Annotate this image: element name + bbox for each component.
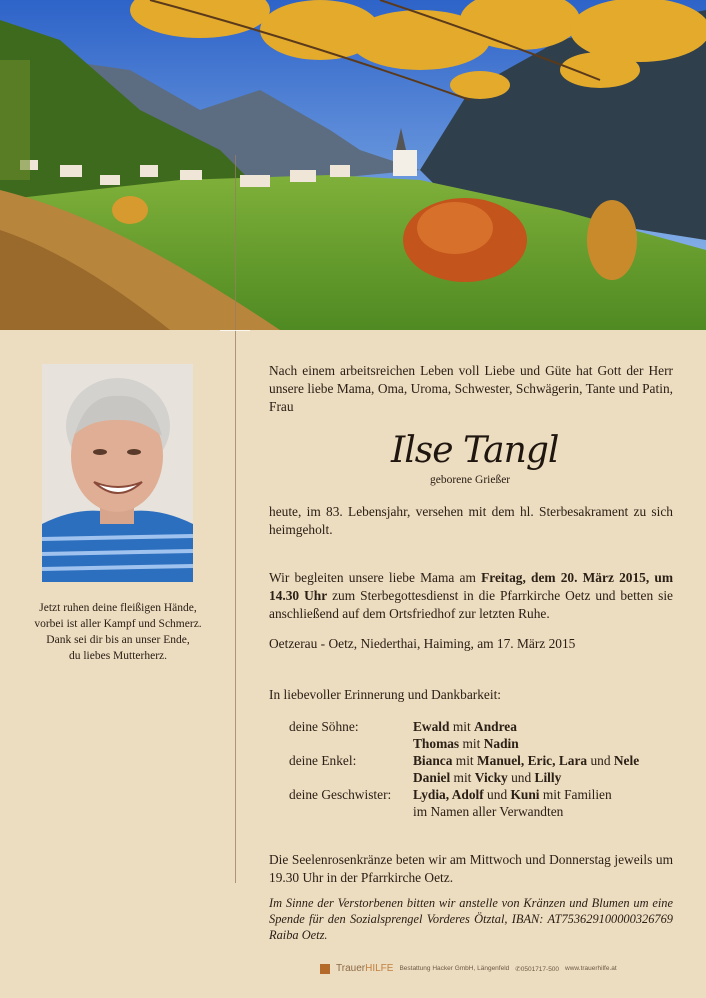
intro-paragraph: Nach einem arbeitsreichen Leben voll Liebe und Güte hat Gott der Herr unsere liebe Mama, Oma, Uroma, Schwester, Schwägerin, Tante und Patin, Frau [269,363,673,414]
quote-line: du liebes Mutterherz. [68,650,168,662]
memorial-quote [14,600,222,664]
family-row-grandchildren-2 [289,769,639,786]
family-names: Ewald mit Andrea [413,719,517,734]
family-row-sons [289,718,639,735]
family-row-siblings [289,786,639,803]
brand-name: TrauerHILFE [336,963,394,974]
death-paragraph: heute, im 83. Lebensjahr, versehen mit dem hl. Sterbesakrament zu sich heimgeholt. [269,504,673,537]
family-row-sons-2 [289,735,639,752]
divider-cross [220,330,250,331]
family-row-grandchildren [289,752,639,769]
website-link[interactable]: www.trauerhilfe.at [565,965,617,972]
company-name: Bestattung Hacker GmbH, Längenfeld [399,965,510,972]
family-list [289,718,639,820]
family-names: Thomas mit Nadin [413,736,519,751]
quote-line: vorbei ist aller Kampf und Schmerz. [34,618,202,630]
family-label: deine Geschwister: [289,787,392,802]
family-label: deine Söhne: [289,719,359,734]
family-row-relatives [289,803,639,820]
quote-line: Dank sei dir bis an unser Ende, [46,634,190,646]
footer [320,963,617,974]
donation-paragraph: Im Sinne der Verstorbenen bitten wir anstelle von Kränzen und Blumen um eine Spende für den Sozialsprengel Vorderes Ötztal, IBAN: AT753629100000326769 Raiba Oetz. [269,896,673,942]
family-names: Bianca mit Manuel, Eric, Lara und Nele [413,753,640,768]
family-names: im Namen aller Verwandten [413,804,564,819]
remembrance-heading: In liebevoller Erinnerung und Dankbarkeit: [269,687,502,702]
place-date: Oetzerau - Oetz, Niederthai, Haiming, am 17. März 2015 [269,636,576,651]
quote-line: Jetzt ruhen deine fleißigen Hände, [39,602,197,614]
hero-landscape-image [0,0,706,330]
family-names: Lydia, Adolf und Kuni mit Familien [413,787,612,802]
deceased-name: Ilse Tangl [391,430,559,471]
birth-name: geborene Grießer [430,474,511,486]
family-label: deine Enkel: [289,753,357,768]
phone-number: ✆0501717-500 [515,965,560,973]
brand-logo-icon [320,964,330,974]
funeral-paragraph: Wir begleiten unsere liebe Mama am Freitag, dem 20. März 2015, um 14.30 Uhr zum Sterbegottesdienst in die Pfarrkirche Oetz und betten sie anschließend auf dem Ortsfriedhof zur letzten Ruhe. [269,570,674,621]
portrait-photo [42,364,193,582]
vertical-divider [235,155,236,883]
family-names: Daniel mit Vicky und Lilly [413,770,562,785]
rosary-paragraph: Die Seelenrosenkränze beten wir am Mittwoch und Donnerstag jeweils um 19.30 Uhr in der Pfarrkirche Oetz. [269,852,673,885]
